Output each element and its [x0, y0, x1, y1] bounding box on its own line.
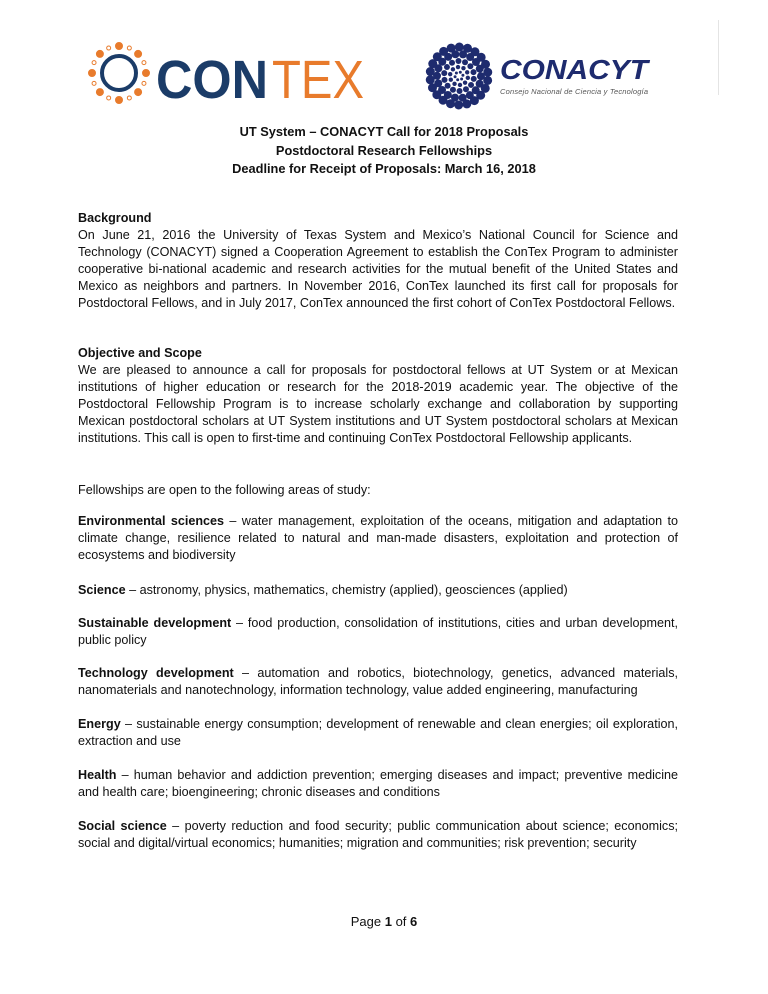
area-item	[78, 716, 678, 750]
area-desc: – sustainable energy consumption; development of renewable and clean energies; oil exploration, extraction and use	[78, 717, 678, 748]
background-section	[78, 210, 678, 312]
area-desc: – automation and robotics, biotechnology, genetics, advanced materials, nanomaterials and nanotechnology, information technology, value added engineering, manufacturing	[78, 666, 678, 697]
area-item	[78, 582, 678, 599]
area-name: Environmental sciences	[78, 514, 225, 528]
contex-logo	[88, 40, 368, 106]
title-line-2: Postdoctoral Research Fellowships	[275, 142, 493, 158]
area-item	[78, 665, 678, 699]
conacyt-subtitle: Consejo Nacional de Ciencia y Tecnología	[500, 87, 648, 96]
conacyt-logo	[425, 42, 655, 112]
document-title	[78, 123, 690, 179]
background-heading: Background	[78, 211, 152, 225]
conacyt-name: CONACYT	[500, 54, 652, 85]
page-number	[0, 914, 768, 929]
background-text: On June 21, 2016 the University of Texas System and Mexico’s National Council for Science and Technology (CONACYT) signed a Cooperation Agreement to establish the ConTex Program to administer cooperative bi-national academic and research activities for the mutual benefit of the United States and Mexico as neighbors and partners. In November 2016, ConTex launched its first call for proposals for Postdoctoral Fellows, and in July 2017, ConTex announced the first cohort of ConTex Postdoctoral Fellows.	[78, 228, 678, 310]
area-item	[78, 615, 678, 649]
conacyt-dots-icon	[426, 43, 493, 110]
areas-intro: Fellowships are open to the following areas of study:	[78, 483, 371, 497]
page-label: Page	[350, 914, 385, 929]
contex-ring-icon	[89, 43, 150, 104]
area-name: Health	[78, 768, 117, 782]
area-item	[78, 818, 678, 852]
area-desc: – poverty reduction and food security; public communication about science; economics; social and digital/virtual economics; humanities; migration and communities; risk prevention; security	[78, 819, 678, 850]
area-desc: – food production, consolidation of institutions, cities and urban development, public policy	[78, 616, 679, 647]
total-pages: 6	[410, 914, 418, 929]
page-of: of	[391, 914, 411, 929]
area-item	[78, 513, 678, 564]
area-name: Science	[78, 583, 126, 597]
current-page: 1	[384, 914, 392, 929]
title-line-3: Deadline for Receipt of Proposals: March 16, 2018	[232, 161, 536, 176]
area-desc: – water management, exploitation of the oceans, mitigation and adaptation to climate change, resilience related to natural and man-made disasters, exploitation and protection of ecosystems and biodiversity	[78, 514, 678, 562]
title-line-1: UT System – CONACYT Call for 2018 Proposals	[239, 124, 529, 139]
area-name: Sustainable development	[78, 616, 232, 630]
area-desc: – human behavior and addiction prevention; emerging diseases and impact; preventive medicine and health care; bioengineering; chronic diseases and conditions	[78, 768, 678, 799]
objective-text: We are pleased to announce a call for proposals for postdoctoral fellows at UT System or at Mexican institutions of higher education or research for the 2018-2019 academic year. The objective of the Postdoctoral Fellowship Program is to increase scholarly exchange and collaboration by supporting Mexican postdoctoral scholars at UT System institutions and UT System postdoctoral scholars at Mexican institutions. This call is open to first-time and continuing ConTex Postdoctoral Fellowship applicants.	[78, 363, 678, 445]
area-item	[78, 767, 678, 801]
area-name: Technology development	[78, 666, 234, 680]
area-desc: – astronomy, physics, mathematics, chemistry (applied), geosciences (applied)	[125, 583, 568, 597]
area-name: Social science	[78, 819, 167, 833]
objective-section	[78, 345, 678, 447]
objective-heading: Objective and Scope	[78, 346, 202, 360]
contex-logo-tex: TEX	[272, 50, 364, 106]
contex-logo-con: CON	[156, 50, 268, 106]
page-edge	[718, 20, 719, 95]
area-name: Energy	[78, 717, 121, 731]
